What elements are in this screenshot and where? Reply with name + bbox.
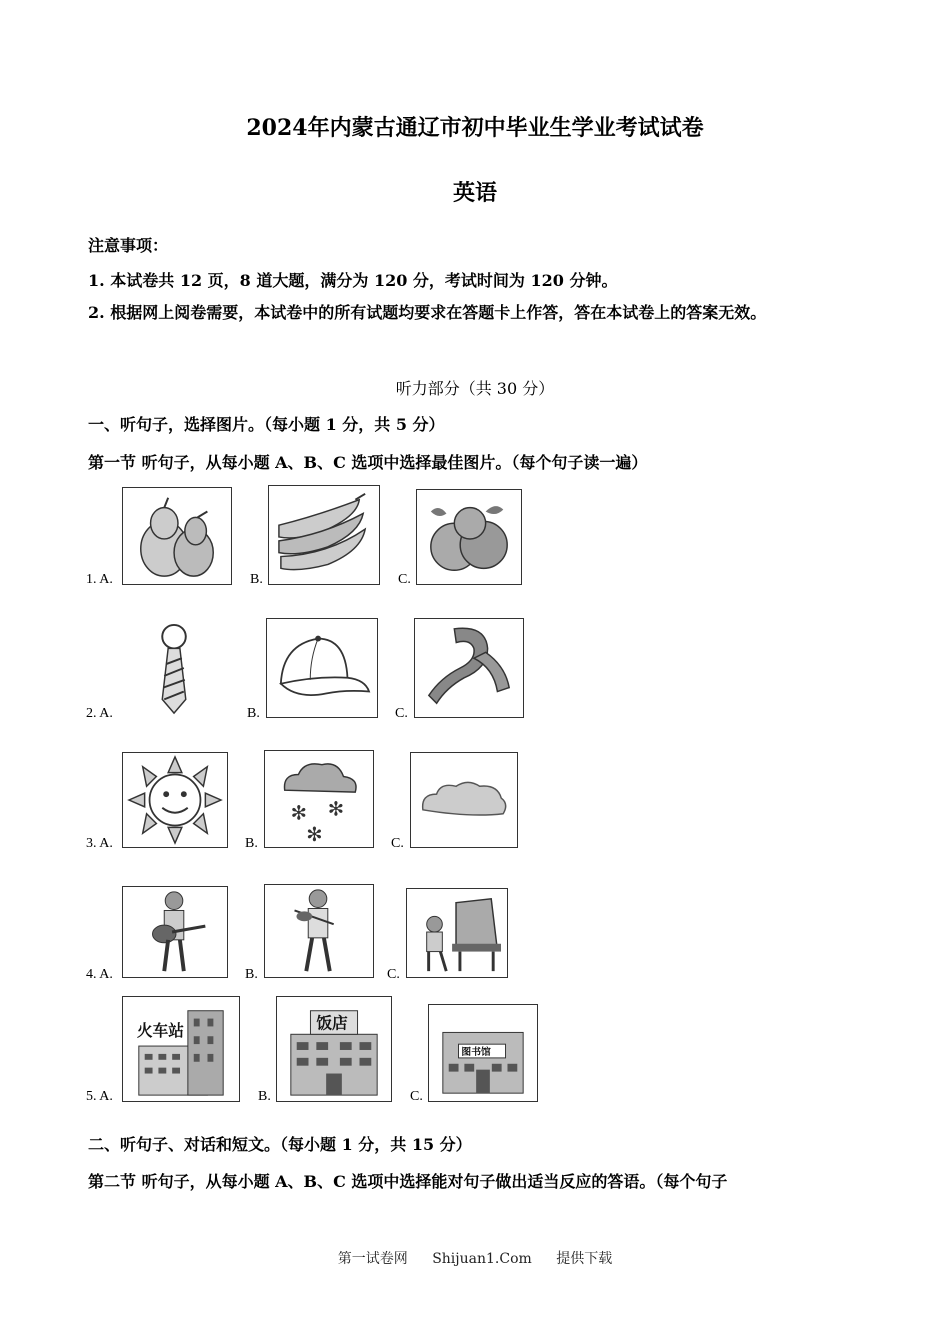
- train-station-icon[interactable]: [122, 996, 240, 1102]
- apples-icon[interactable]: [416, 489, 522, 585]
- notes-heading: 注意事项：: [88, 236, 169, 255]
- q2-label-a: 2. A.: [86, 706, 113, 721]
- violin-player-icon[interactable]: [264, 884, 374, 978]
- cloud-icon[interactable]: [410, 752, 518, 848]
- q4-label-a: 4. A.: [86, 967, 113, 982]
- q1-label-b: B.: [250, 572, 263, 587]
- svg-text:✻: ✻: [290, 801, 307, 825]
- bananas-icon[interactable]: [268, 485, 380, 585]
- cap-icon[interactable]: [266, 618, 378, 718]
- q4-label-b: B.: [245, 967, 258, 982]
- section2-title: 二、听句子、对话和短文。（每小题 1 分，共 15 分）: [88, 1135, 472, 1154]
- section1-instruction: 第一节 听句子，从每小题 A、B、C 选项中选择最佳图片。（每个句子读一遍）: [88, 453, 648, 472]
- exam-title: 2024年内蒙古通辽市初中毕业生学业考试试卷: [246, 115, 704, 141]
- snow-cloud-icon[interactable]: [264, 750, 374, 848]
- q5-label-a: 5. A.: [86, 1089, 113, 1104]
- q5-label-c: C.: [410, 1089, 423, 1104]
- note-item-1: 1. 本试卷共 12 页，8 道大题，满分为 120 分，考试时间为 120 分钟。: [88, 271, 618, 290]
- page-footer: [0, 1248, 950, 1268]
- q2-label-c: C.: [395, 706, 408, 721]
- tie-icon[interactable]: [122, 620, 228, 718]
- footer-download-text: 提供下载: [556, 1251, 613, 1267]
- q3-label-c: C.: [391, 836, 404, 851]
- restaurant-icon[interactable]: [276, 996, 392, 1102]
- library-icon[interactable]: [428, 1004, 538, 1102]
- library-sign: 图书馆: [461, 1046, 491, 1058]
- q3-label-a: 3. A.: [86, 836, 113, 851]
- q5-label-b: B.: [258, 1089, 271, 1104]
- q1-label-c: C.: [398, 572, 411, 587]
- note-item-2: 2. 根据网上阅卷需要，本试卷中的所有试题均要求在答题卡上作答，答在本试卷上的答案无效。: [88, 303, 767, 322]
- guitar-player-icon[interactable]: [122, 886, 228, 978]
- svg-text:✻: ✻: [306, 823, 323, 847]
- footer-site-url[interactable]: Shijuan1.Com: [432, 1251, 532, 1267]
- sun-icon[interactable]: [122, 752, 228, 848]
- q1-label-a: 1. A.: [86, 572, 113, 587]
- q2-label-b: B.: [247, 706, 260, 721]
- pears-icon[interactable]: [122, 487, 232, 585]
- subject-title: 英语: [452, 180, 497, 206]
- piano-player-icon[interactable]: [406, 888, 508, 978]
- section1-title: 一、听句子，选择图片。（每小题 1 分，共 5 分）: [88, 415, 445, 434]
- svg-text:✻: ✻: [327, 797, 345, 821]
- station-sign: 火车站: [136, 1021, 184, 1041]
- q4-label-c: C.: [387, 967, 400, 982]
- q3-label-b: B.: [245, 836, 258, 851]
- restaurant-sign: 饭店: [316, 1013, 348, 1033]
- footer-site-name: 第一试卷网: [337, 1251, 408, 1267]
- listening-part-title: 听力部分（共 30 分）: [395, 379, 555, 398]
- scarf-icon[interactable]: [414, 618, 524, 718]
- section2-instruction: 第二节 听句子，从每小题 A、B、C 选项中选择能对句子做出适当反应的答语。（每个句子: [88, 1172, 728, 1191]
